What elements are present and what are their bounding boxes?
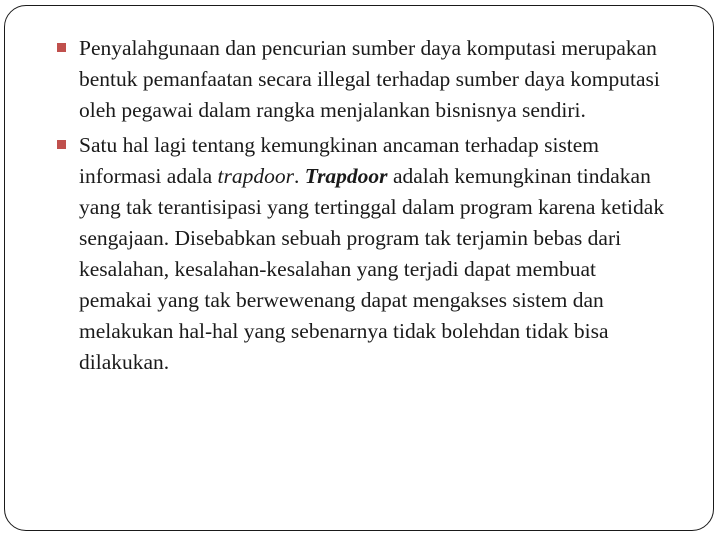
bullet-list — [57, 33, 667, 378]
square-bullet-icon — [57, 43, 66, 52]
bullet-text-1: Penyalahgunaan dan pencurian sumber daya komputasi merupakan bentuk pemanfaatan secara illegal terhadap sumber daya komputasi oleh pegawai dalam rangka menjalankan bisnisnya sendiri. — [79, 36, 660, 122]
bullet-item-2 — [57, 130, 667, 378]
trapdoor-term-italic: trapdoor — [217, 164, 294, 188]
bullet-item-1 — [57, 33, 667, 126]
bullet-text-2-part1: Satu hal lagi tentang kemungkinan ancaman terhadap sistem informasi adala — [79, 133, 600, 188]
bullet-text-2-part2: . — [293, 164, 305, 188]
square-bullet-icon — [57, 140, 66, 149]
bullet-text-2-part3: adalah kemungkinan tindakan yang tak terantisipasi yang tertinggal dalam program karena ketidak sengajaan. Disebabkan sebuah program tak terjamin bebas dari kesalahan, kesalahan-kesalahan yang terjadi dapat membuat pemakai yang tak berwewenang dapat mengakses sistem dan melakukan hal-hal yang sebenarnya tidak bolehdan tidak bisa dilakukan. — [79, 164, 665, 374]
slide-content — [57, 33, 667, 382]
trapdoor-term-bold: Trapdoor — [304, 164, 388, 188]
slide-frame — [4, 5, 714, 531]
